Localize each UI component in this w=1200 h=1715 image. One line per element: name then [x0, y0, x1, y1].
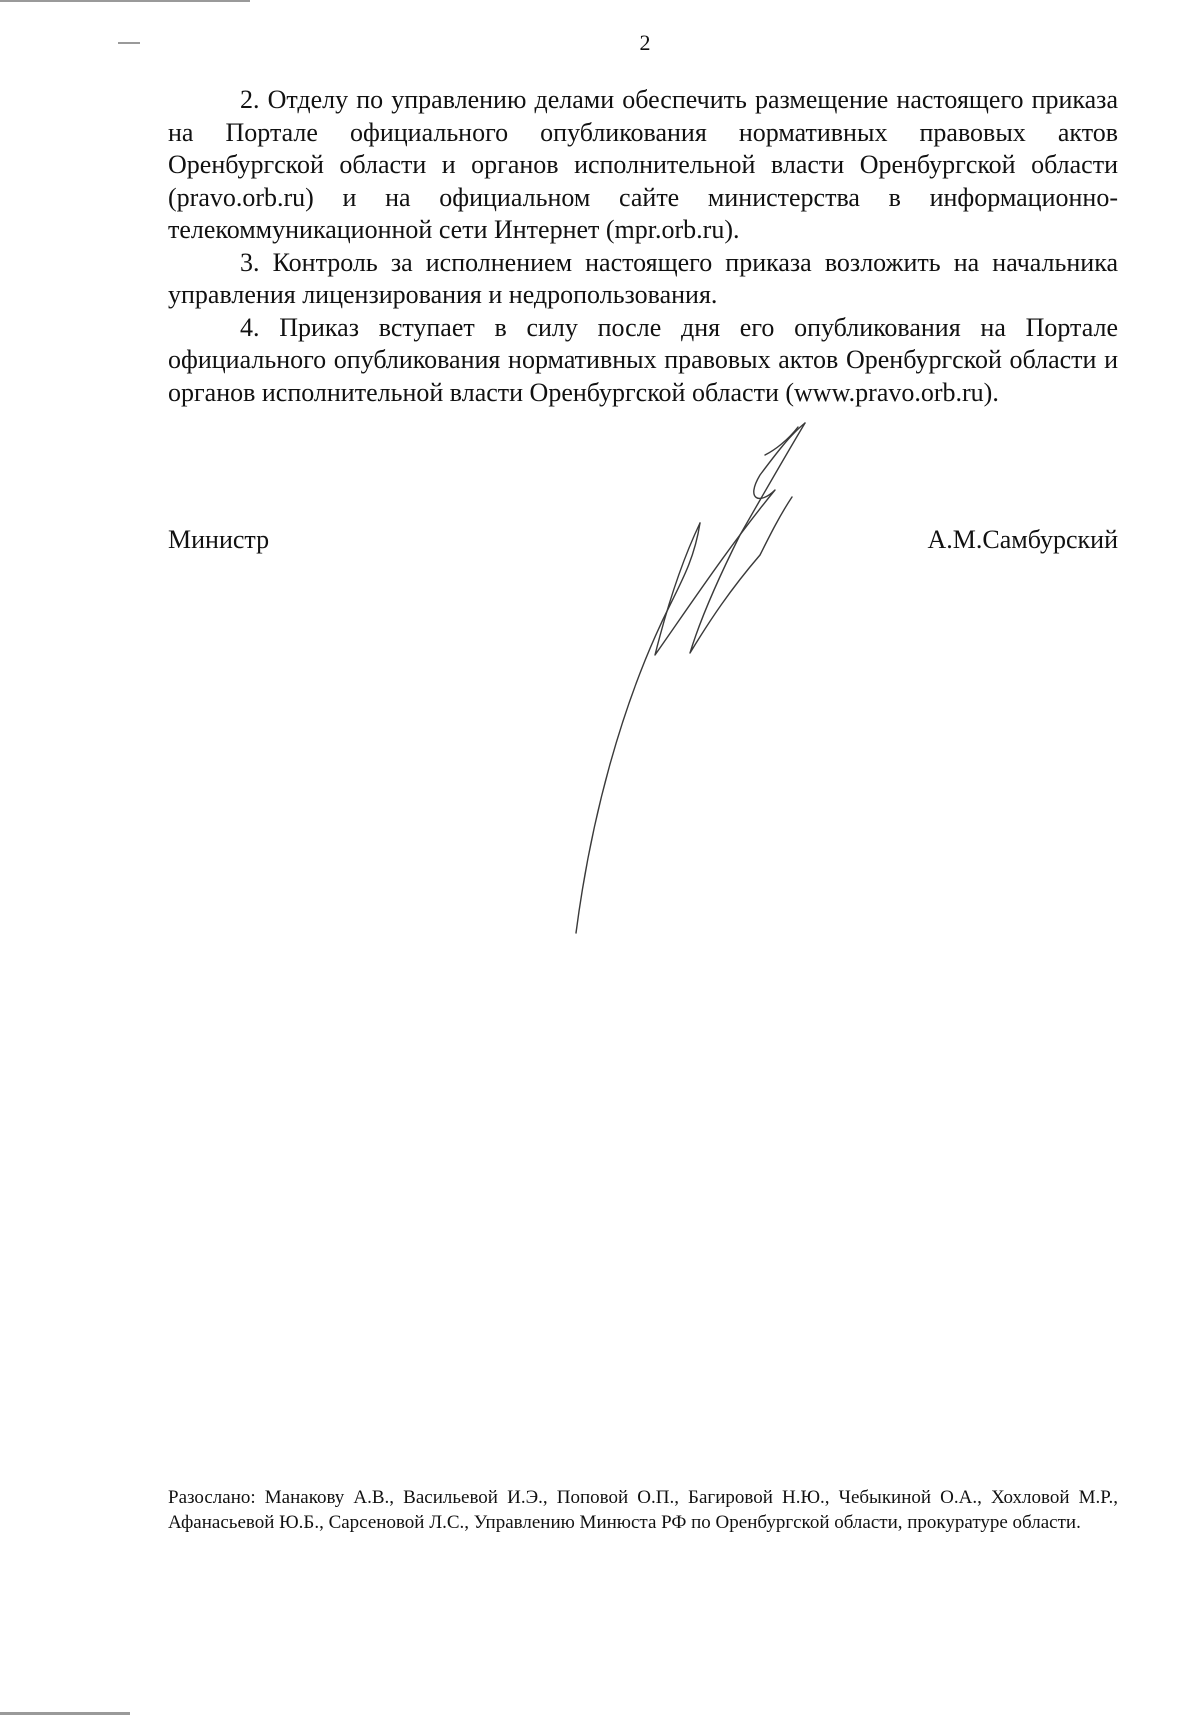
signature-stroke-tick [765, 427, 798, 455]
signature-stroke-long [576, 523, 700, 933]
signature-stroke-return [690, 423, 805, 653]
signatory-position: Министр [168, 525, 270, 554]
signatory-name: А.М.Самбурский [927, 525, 1118, 554]
paragraph-2: 2. Отделу по управлению делами обеспечить размещение настоящего приказа на Портале официального опубликования нормативных правовых актов Оренбургской области и органов исполнительной власти Оренбургской области (pravo.orb.ru) и на официальном сайте министерства в информационно-телекоммуникационной сети Интернет (mpr.orb.ru). [168, 85, 1118, 244]
signature-stroke-loop [655, 423, 805, 655]
order-body [168, 84, 1118, 409]
paragraph-3: 3. Контроль за исполнением настоящего приказа возложить на начальника управления лицензирования и недропользования. [168, 247, 1118, 309]
page-number: 2 [639, 30, 651, 55]
paragraph-4: 4. Приказ вступает в силу после дня его опубликования на Портале официального опубликования нормативных правовых актов Оренбургской области и органов исполнительной власти Оренбургской области (www.pravo.orb.ru). [168, 312, 1118, 407]
distribution-list: Разослано: Манакову А.В., Васильевой И.Э., Поповой О.П., Багировой Н.Ю., Чебыкиной О.А., Хохловой М.Р., Афанасьевой Ю.Б., Сарсеновой Л.С., Управлению Минюста РФ по Оренбургской области, прокуратуре области. [168, 1487, 1118, 1533]
scan-artifact-top [0, 0, 250, 2]
handwritten-signature [560, 405, 860, 945]
